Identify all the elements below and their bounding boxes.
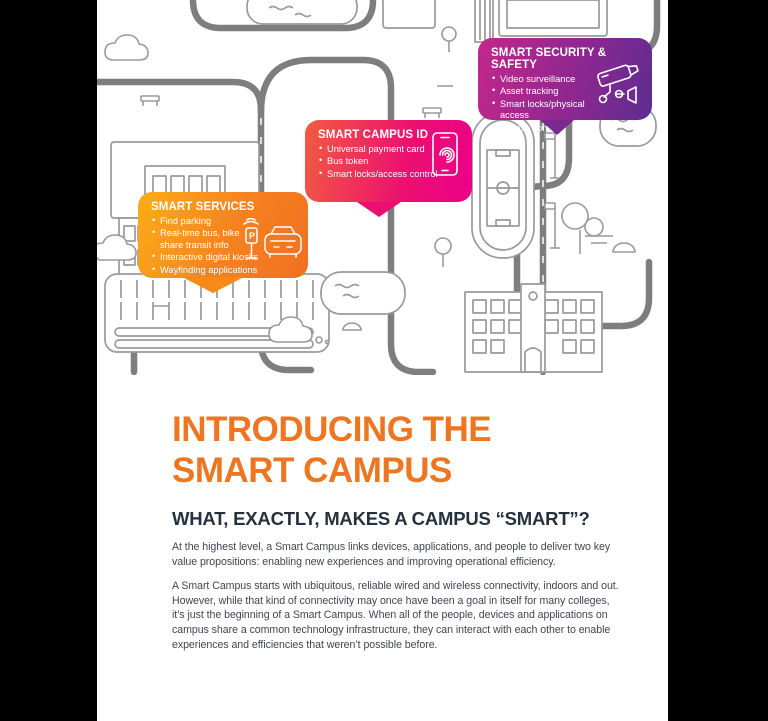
callout-bullet: • Real-time bus, bike share transit info (151, 228, 263, 251)
callout-bullet: • Interactive digital kiosks (151, 252, 263, 263)
callout-smart-security-safety (478, 38, 652, 133)
callout-bullet: • Wayfinding applications (151, 265, 263, 276)
page-title-line1: INTRODUCING THE (172, 410, 492, 449)
right-black-bar (668, 0, 768, 721)
left-black-bar (0, 0, 97, 721)
callout-bullet: • Video surveillance (491, 74, 611, 85)
callout-tail (357, 202, 401, 217)
document-canvas (97, 0, 668, 721)
callout-smart-services (138, 192, 308, 278)
section-subtitle: WHAT, EXACTLY, MAKES A CAMPUS “SMART”? (172, 508, 590, 529)
campus-illustration (97, 0, 668, 375)
callout-bullet: • Universal payment card (318, 144, 440, 155)
smart-parking-car-icon (241, 218, 303, 260)
callout-title: SMART SERVICES (151, 201, 255, 213)
callout-tail (182, 277, 244, 293)
callout-bullet: • Smart locks/physical access (491, 99, 611, 122)
callout-title: SMART CAMPUS ID (318, 129, 429, 141)
callout-bullet: • Access control (491, 123, 611, 134)
cctv-camera-icon (594, 60, 648, 106)
callout-tail (540, 120, 574, 135)
article (172, 409, 640, 652)
svg-text:P: P (249, 231, 256, 241)
body-paragraph-1: At the highest level, a Smart Campus links devices, applications, and people to deliver two key value propositions: enabling new experiences and improving operational efficiency. (172, 541, 611, 568)
body-paragraph-2: A Smart Campus starts with ubiquitous, reliable wired and wireless connectivity, indoors and out. However, while that kind of connectivity may once have been a goal in itself for many colleges, it’s just the beginning of a Smart Campus. When all of the people, devices and applications on campus share a common technology infrastructure, they can interact with each other to enable experiences and efficiencies that weren’t possible before. (172, 580, 619, 651)
callout-title: SMART SECURITY & SAFETY (491, 47, 607, 71)
page-title (172, 409, 640, 491)
callout-bullet: • Find parking (151, 216, 263, 227)
page-title-line2: SMART CAMPUS (172, 451, 452, 490)
phone-fingerprint-icon (431, 131, 459, 177)
callout-bullet: • Asset tracking (491, 86, 611, 97)
callout-bullet: • Smart locks/access control (318, 169, 440, 180)
callout-bullet-list (318, 144, 440, 180)
callout-smart-campus-id (305, 120, 472, 202)
callout-bullet: • Bus token (318, 156, 440, 167)
